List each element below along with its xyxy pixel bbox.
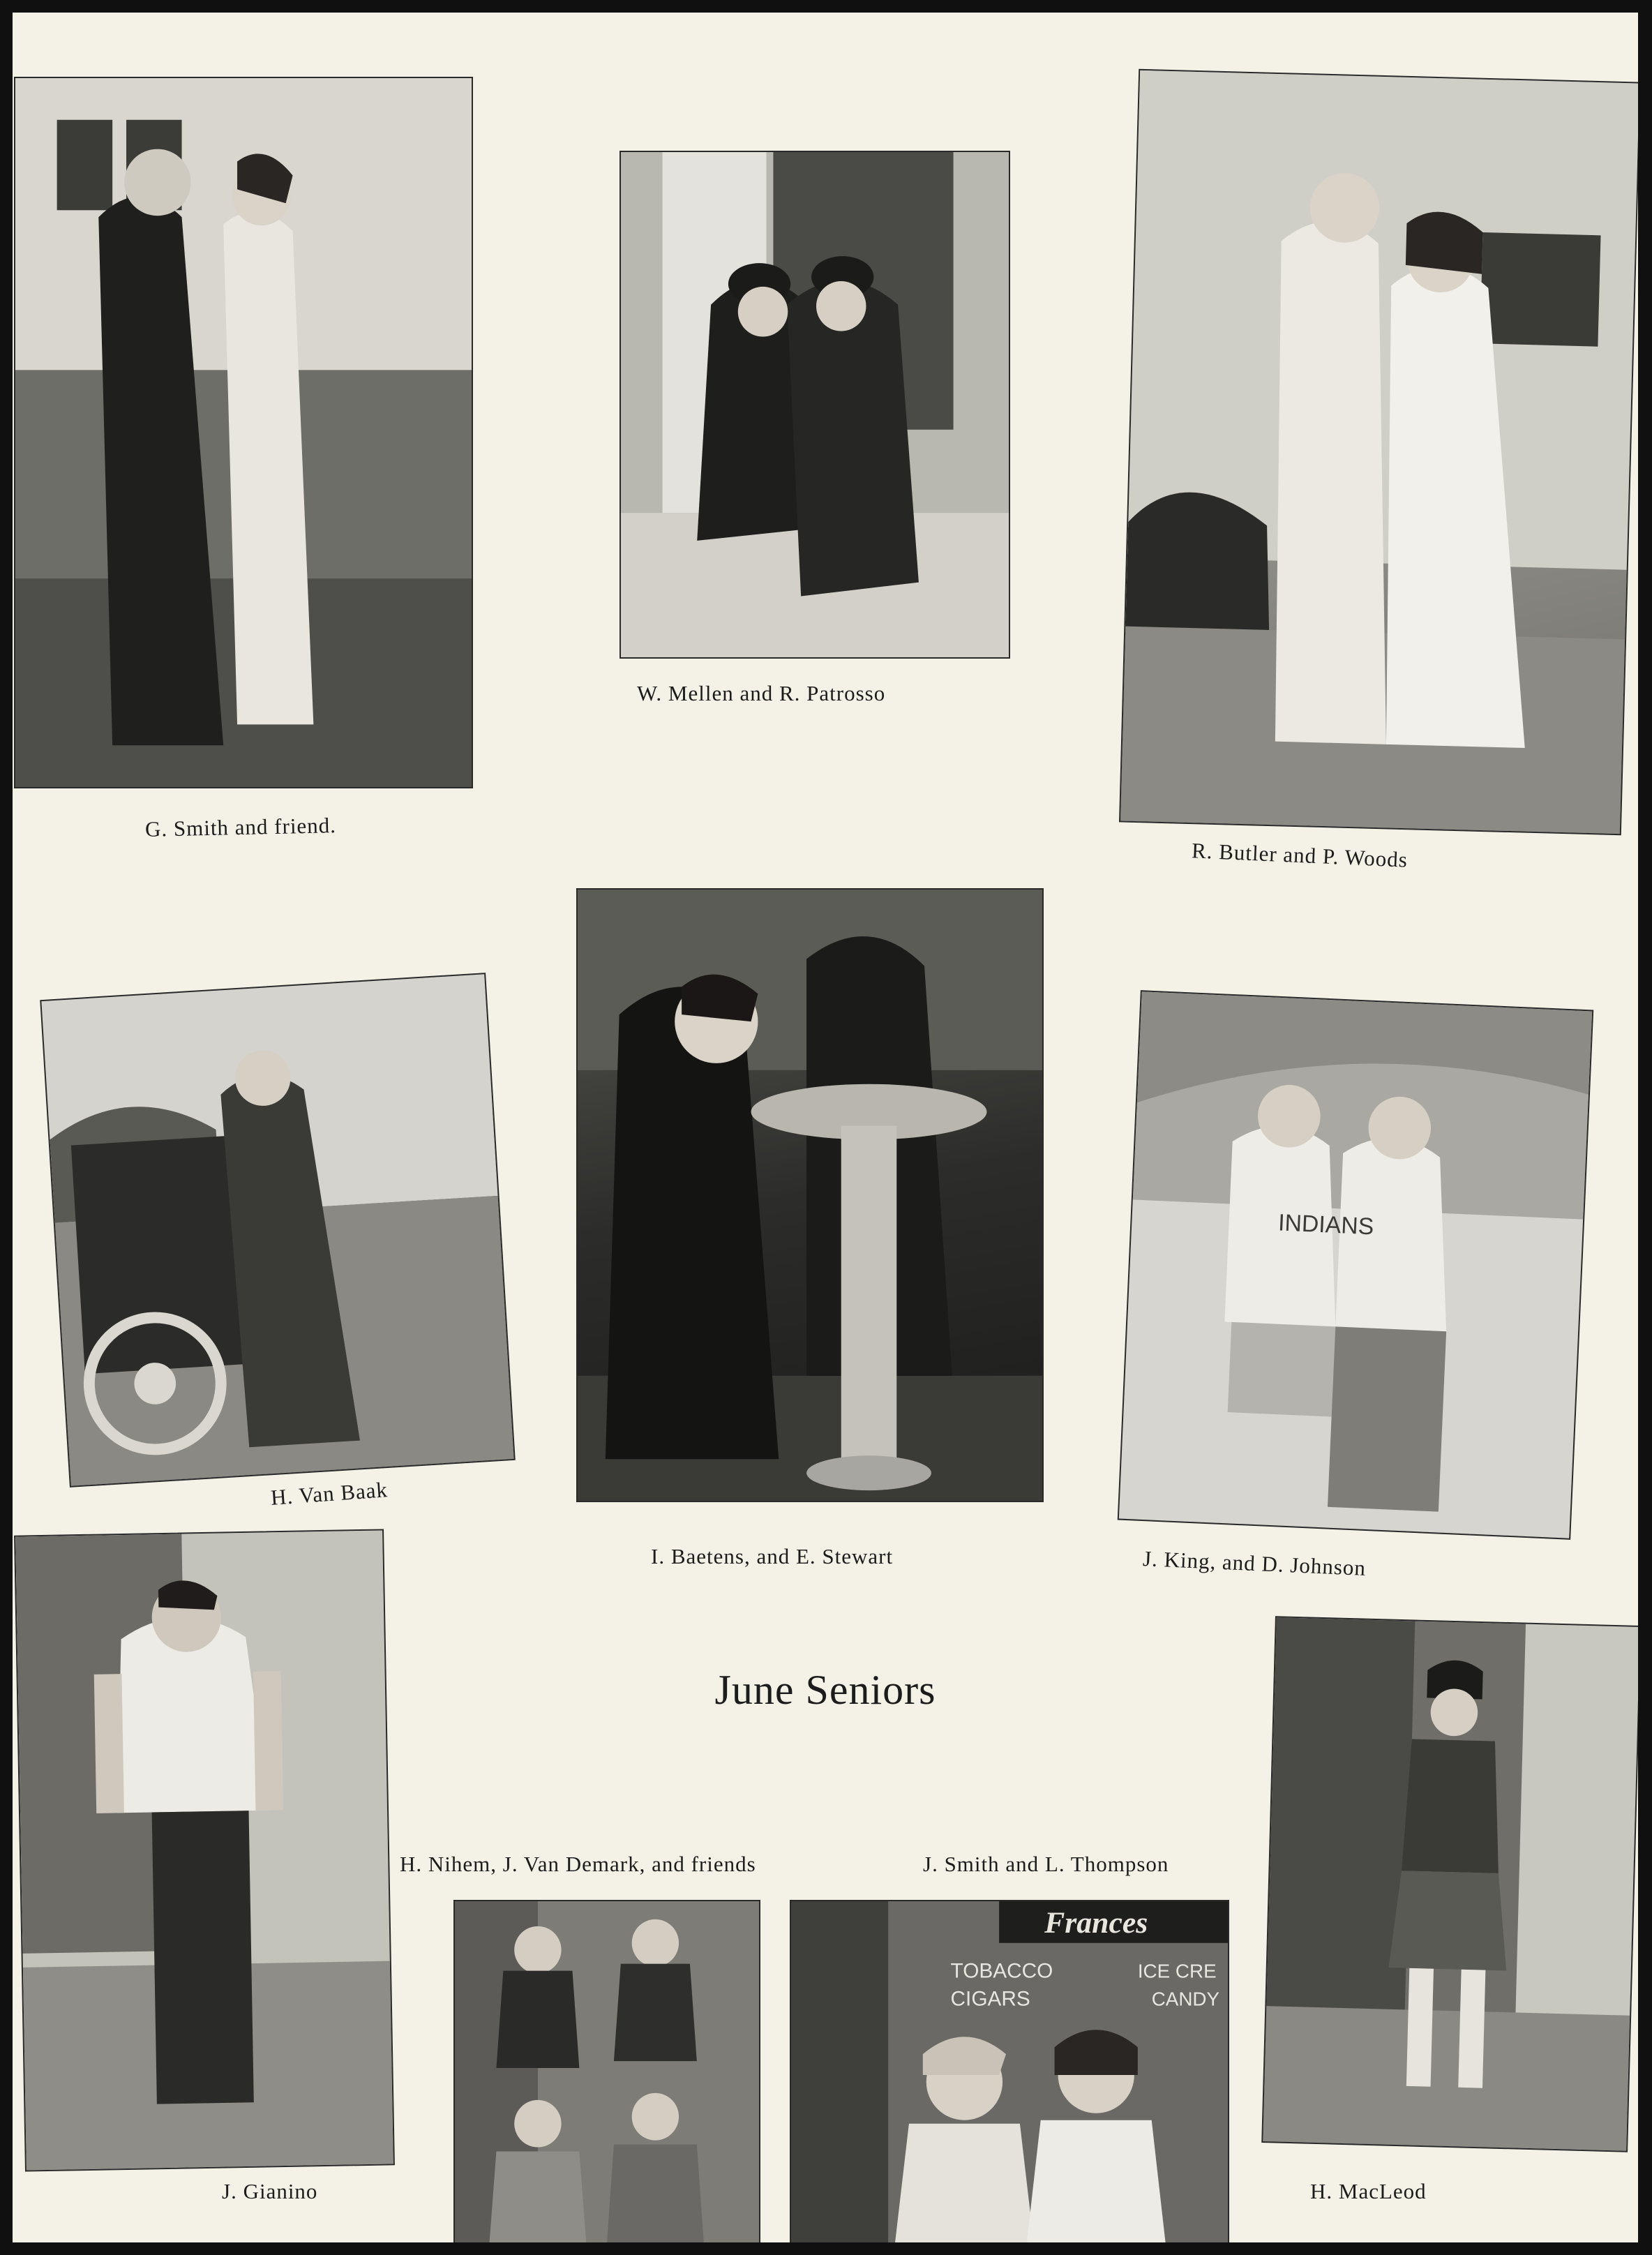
- store-candy: CANDY: [1151, 1988, 1220, 2010]
- page-title: June Seniors: [714, 1667, 936, 1713]
- caption-macleod: H. MacLeod: [1310, 2179, 1427, 2203]
- photo-van-baak: [40, 973, 516, 1488]
- store-sign: Frances: [1044, 1905, 1148, 1940]
- photo-king-johnson: [1118, 990, 1594, 1540]
- caption-van-baak: H. Van Baak: [269, 1477, 389, 1510]
- caption-king-johnson: J. King, and D. Johnson: [1142, 1546, 1367, 1580]
- yearbook-page: [13, 13, 1638, 2242]
- caption-butler-woods: R. Butler and P. Woods: [1191, 838, 1409, 872]
- photo-smith-thompson: [790, 1900, 1229, 2242]
- photo-butler-woods: [1119, 69, 1638, 835]
- store-tobacco: TOBACCO: [950, 1959, 1053, 1983]
- sweater-text: INDIANS: [1277, 1209, 1375, 1241]
- caption-mellen-patrosso: W. Mellen and R. Patrosso: [637, 681, 886, 705]
- store-cigars: CIGARS: [950, 1987, 1030, 2011]
- photo-baetens-stewart: [576, 888, 1044, 1502]
- caption-nihem-group: H. Nihem, J. Van Demark, and friends: [400, 1852, 756, 1876]
- caption-gianino: J. Gianino: [222, 2179, 318, 2203]
- photo-nihem-group: [453, 1900, 760, 2242]
- store-ice-cream: ICE CRE: [1137, 1960, 1217, 1982]
- caption-smith-friend: G. Smith and friend.: [144, 813, 337, 841]
- photo-mellen-patrosso: [620, 151, 1010, 659]
- caption-smith-thompson: J. Smith and L. Thompson: [923, 1852, 1169, 1876]
- photo-macleod: [1261, 1616, 1638, 2152]
- photo-gianino: [14, 1529, 395, 2171]
- caption-baetens-stewart: I. Baetens, and E. Stewart: [651, 1544, 894, 1568]
- photo-smith-friend: [14, 77, 473, 788]
